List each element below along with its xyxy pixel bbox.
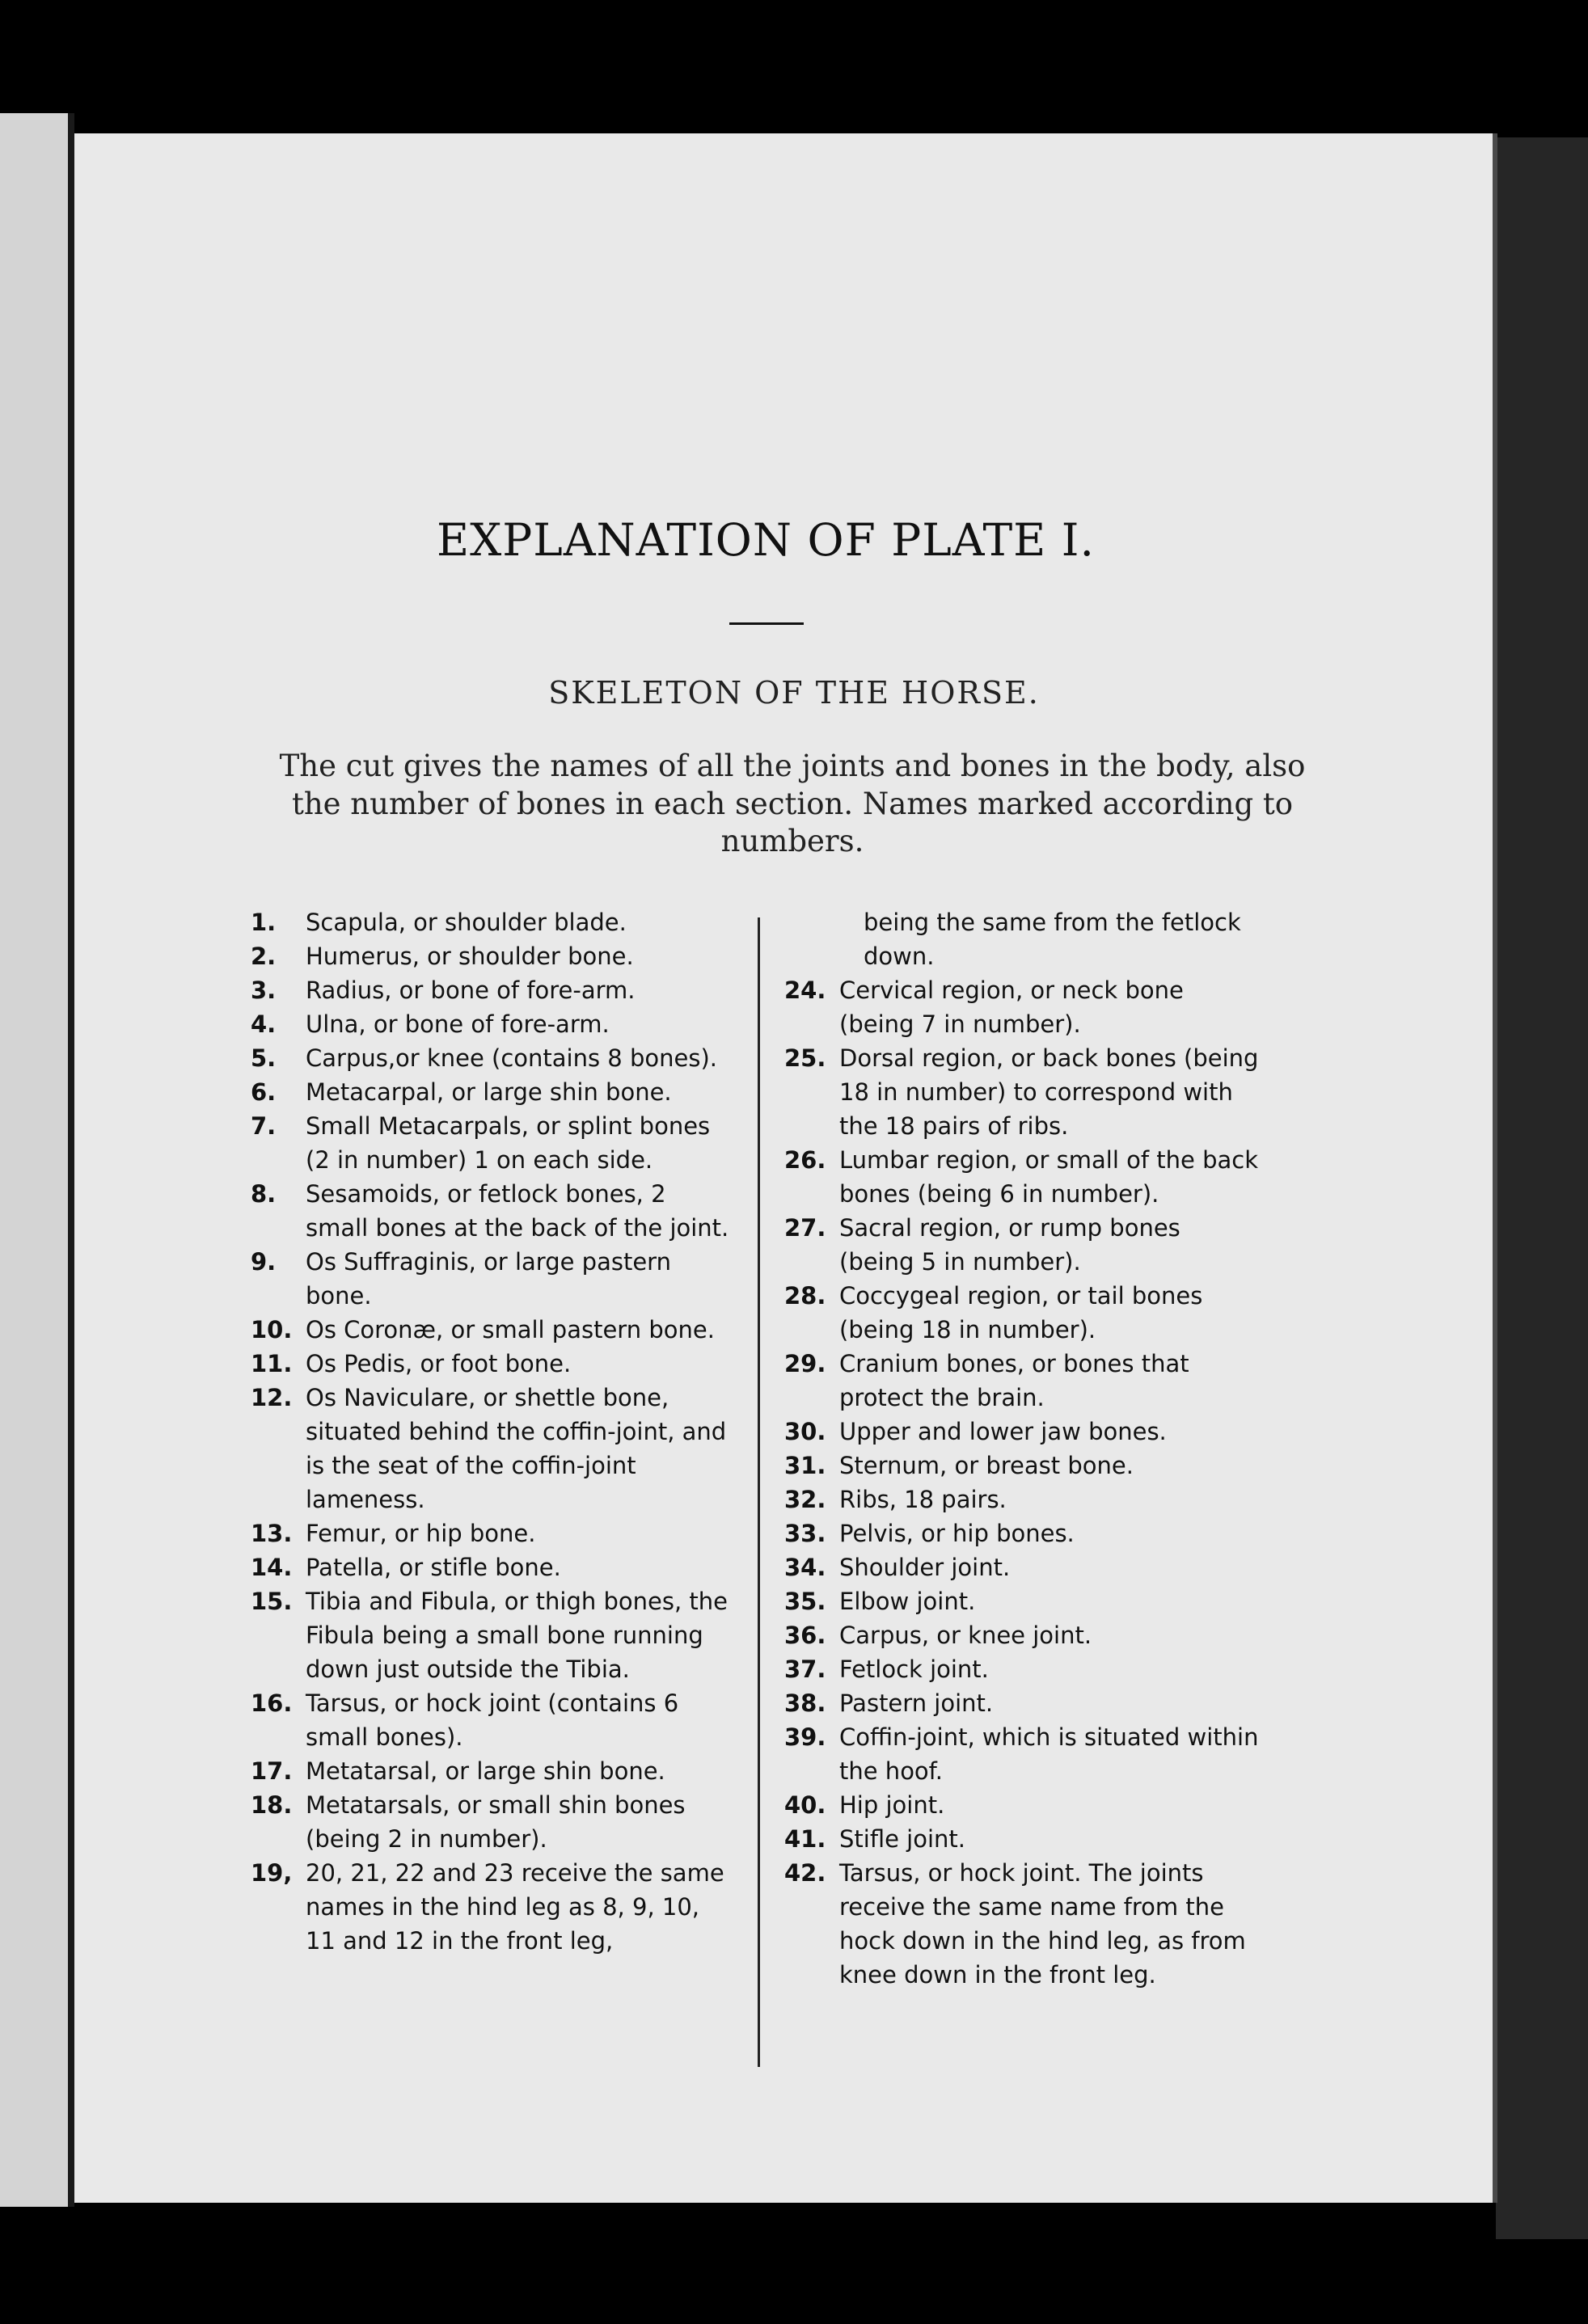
item-number: 26. [784,1146,826,1174]
item-text: Os Suffraginis, or large pastern bone. [306,1248,671,1310]
list-item [768,1041,1261,1143]
item-number: 39. [784,1723,826,1751]
item-number: 24. [784,976,826,1004]
list-item [768,1788,1261,1822]
item-text: Os Naviculare, or shettle bone, situated behind the coffin-joint, and is the seat of the coffin-joint lameness. [306,1384,727,1513]
item-number: 33. [784,1520,826,1547]
left-column-list [234,905,732,1958]
list-item [234,905,732,939]
book-cover-edge [1496,137,1588,2239]
item-text: Coffin-joint, which is situated within the hoof. [839,1723,1259,1785]
item-text: Tibia and Fibula, or thigh bones, the Fibula being a small bone running down just outside the Tibia. [306,1588,728,1683]
list-item [234,1041,732,1075]
item-number: 4. [251,1010,277,1038]
list-item [234,1177,732,1245]
item-number: 2. [251,943,277,970]
item-number: 11. [251,1350,293,1377]
item-number: 1. [251,909,277,936]
list-item [234,939,732,973]
item-text: Stifle joint. [839,1825,965,1853]
list-item [768,1720,1261,1788]
list-item-continuation [768,905,1261,973]
list-item [768,1856,1261,1992]
item-number: 40. [784,1791,826,1819]
page-title: EXPLANATION OF PLATE I. [437,514,1096,566]
list-item [234,1007,732,1041]
item-number: 34. [784,1554,826,1581]
list-item [768,1822,1261,1856]
list-item [768,1550,1261,1584]
item-text: Dorsal region, or back bones (being 18 in number) to correspond with the 18 pairs of ribs. [839,1044,1259,1140]
item-number: 41. [784,1825,826,1853]
item-number: 17. [251,1757,293,1785]
item-text: Radius, or bone of fore-arm. [306,976,636,1004]
right-column-list [768,905,1261,1992]
previous-page-edge [0,113,74,2207]
item-text: Pelvis, or hip bones. [839,1520,1075,1547]
item-text: 20, 21, 22 and 23 receive the same names in the hind leg as 8, 9, 10, 11 and 12 in the front leg, [306,1859,724,1955]
item-number: 13. [251,1520,293,1547]
list-item [234,1516,732,1550]
item-text: Femur, or hip bone. [306,1520,536,1547]
intro-paragraph: The cut gives the names of all the joints and bones in the body, also the number of bones in each section. Names marked according to numbers. [279,749,1306,859]
list-item [234,1686,732,1754]
item-text: Coccygeal region, or tail bones (being 18 in number). [839,1282,1203,1343]
list-item [768,1483,1261,1516]
title-divider [729,622,804,625]
item-number: 6. [251,1078,277,1106]
item-number: 3. [251,976,277,1004]
list-item [768,1143,1261,1211]
item-text: Elbow joint. [839,1588,976,1615]
item-number: 8. [251,1180,277,1208]
item-text: Metatarsals, or small shin bones (being 2 in number). [306,1791,686,1853]
item-number: 14. [251,1554,293,1581]
list-item [234,1856,732,1958]
item-number: 10. [251,1316,293,1343]
list-item [768,1415,1261,1449]
item-text: Upper and lower jaw bones. [839,1418,1167,1445]
column-divider [758,917,760,2067]
item-text: Tarsus, or hock joint. The joints receive the same name from the hock down in the hind leg, as from knee down in the front leg. [839,1859,1246,1989]
item-text: Shoulder joint. [839,1554,1011,1581]
list-item [768,973,1261,1041]
item-number: 32. [784,1486,826,1513]
item-number: 15. [251,1588,293,1615]
item-text: Sacral region, or rump bones (being 5 in number). [839,1214,1180,1276]
item-text: Pastern joint. [839,1689,994,1717]
list-item [234,1313,732,1347]
item-text: Tarsus, or hock joint (contains 6 small bones). [306,1689,679,1751]
list-item [768,1347,1261,1415]
list-item [768,1686,1261,1720]
list-item [768,1652,1261,1686]
item-number: 31. [784,1452,826,1479]
item-number: 42. [784,1859,826,1887]
item-text: Cranium bones, or bones that protect the brain. [839,1350,1189,1411]
list-item [768,1279,1261,1347]
item-number: 36. [784,1622,826,1649]
item-number: 30. [784,1418,826,1445]
list-item [234,1584,732,1686]
item-text: being the same from the fetlock down. [864,909,1241,970]
item-text: Metacarpal, or large shin bone. [306,1078,672,1106]
list-item [234,1754,732,1788]
item-number: 25. [784,1044,826,1072]
item-number: 38. [784,1689,826,1717]
item-number: 37. [784,1655,826,1683]
item-text: Carpus, or knee joint. [839,1622,1092,1649]
item-number: 35. [784,1588,826,1615]
item-number: 12. [251,1384,293,1411]
item-number: 5. [251,1044,277,1072]
item-text: Hip joint. [839,1791,945,1819]
item-number: 16. [251,1689,293,1717]
list-item [768,1618,1261,1652]
item-text: Ulna, or bone of fore-arm. [306,1010,610,1038]
item-number: 28. [784,1282,826,1310]
item-text: Patella, or stifle bone. [306,1554,561,1581]
item-text: Sternum, or breast bone. [839,1452,1134,1479]
item-text: Ribs, 18 pairs. [839,1486,1007,1513]
list-item [234,1347,732,1381]
item-text: Cervical region, or neck bone (being 7 in number). [839,976,1184,1038]
item-number: 7. [251,1112,277,1140]
item-text: Os Coronæ, or small pastern bone. [306,1316,715,1343]
item-number: 27. [784,1214,826,1242]
item-number: 29. [784,1350,826,1377]
page-subtitle: SKELETON OF THE HORSE. [548,675,1040,711]
item-text: Os Pedis, or foot bone. [306,1350,572,1377]
item-text: Metatarsal, or large shin bone. [306,1757,665,1785]
list-item [234,1075,732,1109]
list-item [234,1550,732,1584]
list-item [234,1109,732,1177]
list-item [768,1211,1261,1279]
page-gutter-line [68,113,74,2207]
list-item [234,1245,732,1313]
item-number: 19, [251,1859,293,1887]
list-item [768,1449,1261,1483]
item-text: Humerus, or shoulder bone. [306,943,634,970]
item-text: Scapula, or shoulder blade. [306,909,627,936]
list-item [768,1516,1261,1550]
list-item [234,1788,732,1856]
item-number: 9. [251,1248,277,1276]
item-text: Small Metacarpals, or splint bones (2 in number) 1 on each side. [306,1112,711,1174]
item-number: 18. [251,1791,293,1819]
item-text: Fetlock joint. [839,1655,989,1683]
list-item [768,1584,1261,1618]
list-item [234,1381,732,1516]
item-text: Sesamoids, or fetlock bones, 2 small bones at the back of the joint. [306,1180,729,1242]
list-item [234,973,732,1007]
item-text: Lumbar region, or small of the back bones (being 6 in number). [839,1146,1258,1208]
item-text: Carpus,or knee (contains 8 bones). [306,1044,717,1072]
